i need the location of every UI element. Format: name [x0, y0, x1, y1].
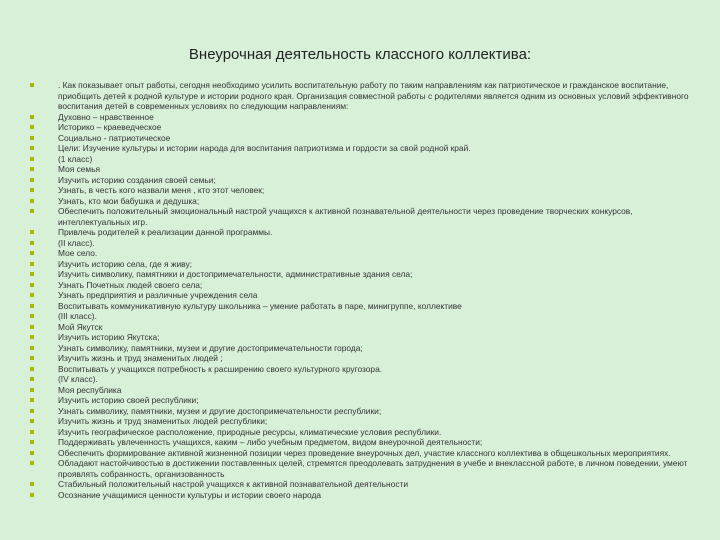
list-item-text: Привлечь родителей к реализации данной программы.	[58, 227, 273, 237]
square-bullet-icon	[30, 461, 34, 465]
list-item	[30, 332, 706, 343]
square-bullet-icon	[30, 146, 34, 150]
list-item-text: Мое село.	[58, 248, 98, 258]
list-item	[30, 259, 706, 270]
list-item-text: Узнать, в честь кого назвали меня , кто этот человек;	[58, 185, 265, 195]
list-item-text: Воспитывать у учащихся потребность к расширению своего культурного кругозора.	[58, 363, 383, 374]
list-item	[30, 185, 706, 196]
list-item-text: Моя республика	[58, 384, 122, 395]
list-item-text: . Как показывает опыт работы, сегодня необходимо усилить воспитательную работу по таким направлениям как патриотическое и гражданское воспитание, приобщить детей к родной культуре и истории родного края. Организация совместной работы с родителями является одним из основных условий эффективного воспитания детей в современных условиях по следующим направлениям:	[58, 80, 689, 111]
list-item	[30, 490, 706, 501]
square-bullet-icon	[30, 430, 34, 434]
list-item-text: Узнать символику, памятники, музеи и другие достопримечательности города;	[58, 342, 363, 353]
list-item	[30, 269, 706, 280]
slide-title: Внеурочная деятельность классного коллектива:	[188, 46, 532, 63]
square-bullet-icon	[30, 440, 34, 444]
list-item-text: Узнать Почетных людей своего села;	[58, 279, 203, 290]
list-item	[30, 80, 706, 112]
square-bullet-icon	[30, 293, 34, 297]
list-item	[30, 353, 706, 364]
list-item-text: Изучить географическое расположение, природные ресурсы, климатические условия республики.	[58, 426, 442, 437]
list-item	[30, 248, 706, 259]
list-item-text: Изучить историю своей республики;	[58, 395, 199, 405]
list-item	[30, 143, 706, 154]
list-item-text: Узнать, кто мои бабушка и дедушка;	[58, 195, 200, 206]
list-item-text: Духовно – нравственное	[58, 111, 154, 122]
square-bullet-icon	[30, 125, 34, 129]
list-item-text: Изучить историю села, где я живу;	[58, 258, 192, 269]
square-bullet-icon	[30, 178, 34, 182]
list-item-text: Обеспечить формирование активной жизненной позиции через проведение внеурочных дел, участие классного коллектива в общешкольных мероприятиях.	[58, 447, 671, 458]
square-bullet-icon	[30, 304, 34, 308]
square-bullet-icon	[30, 83, 34, 87]
bullet-list	[30, 80, 706, 500]
list-item-text: Изучить жизнь и труд знаменитых людей республики;	[58, 416, 268, 426]
square-bullet-icon	[30, 230, 34, 234]
list-item	[30, 164, 706, 175]
square-bullet-icon	[30, 482, 34, 486]
list-item	[30, 322, 706, 333]
list-item	[30, 416, 706, 427]
list-item-text: Изучить историю Якутска;	[58, 332, 160, 342]
square-bullet-icon	[30, 398, 34, 402]
list-item-text: Обеспечить положительный эмоциональный настрой учащихся к активной познавательной деятельности через проведение творческих конкурсов, интеллектуальных игр.	[58, 206, 633, 227]
list-item	[30, 154, 706, 165]
list-item	[30, 238, 706, 249]
list-item-text: Осознание учащимися ценности культуры и истории своего народа	[58, 489, 321, 500]
list-item	[30, 175, 706, 186]
list-item-text: Историко – краеведческое	[58, 122, 162, 132]
list-item	[30, 311, 706, 322]
square-bullet-icon	[30, 325, 34, 329]
square-bullet-icon	[30, 377, 34, 381]
list-item	[30, 395, 706, 406]
list-item-text: Узнать символику, памятники, музеи и другие достопримечательности республики;	[58, 405, 382, 416]
square-bullet-icon	[30, 356, 34, 360]
list-item	[30, 364, 706, 375]
list-item	[30, 458, 706, 479]
square-bullet-icon	[30, 188, 34, 192]
square-bullet-icon	[30, 409, 34, 413]
square-bullet-icon	[30, 115, 34, 119]
list-item-text: Изучить историю создания своей семьи;	[58, 174, 216, 185]
list-item	[30, 122, 706, 133]
square-bullet-icon	[30, 451, 34, 455]
square-bullet-icon	[30, 241, 34, 245]
list-item	[30, 406, 706, 417]
list-item-text: Воспитывать коммуникативную культуру школьника – умение работать в паре, минигруппе, коллективе	[58, 300, 462, 311]
list-item	[30, 385, 706, 396]
list-item-text: Обладают настойчивостью в достижении поставленных целей, стремятся преодолевать затруднения в учебе и внеклассной работе, в личном поведении, умеют проявлять собранность, организованность	[58, 458, 688, 479]
list-item-text: Социально - патриотическое	[58, 132, 171, 143]
list-item	[30, 112, 706, 123]
list-item-text: Узнать предприятия и различные учреждения села	[58, 290, 258, 300]
square-bullet-icon	[30, 419, 34, 423]
list-item	[30, 343, 706, 354]
list-item-text: (1 класс)	[58, 153, 93, 164]
square-bullet-icon	[30, 251, 34, 255]
list-item	[30, 280, 706, 291]
list-item	[30, 227, 706, 238]
list-item	[30, 290, 706, 301]
square-bullet-icon	[30, 262, 34, 266]
list-item-text: (III класс).	[58, 311, 97, 321]
list-item-text: Изучить жизнь и труд знаменитых людей ;	[58, 353, 223, 363]
list-item	[30, 301, 706, 312]
list-item	[30, 437, 706, 448]
square-bullet-icon	[30, 157, 34, 161]
square-bullet-icon	[30, 388, 34, 392]
square-bullet-icon	[30, 199, 34, 203]
list-item	[30, 133, 706, 144]
list-item-text: Моя семья	[58, 164, 101, 174]
square-bullet-icon	[30, 346, 34, 350]
square-bullet-icon	[30, 314, 34, 318]
list-item-text: Мой Якутск	[58, 321, 103, 332]
list-item	[30, 206, 706, 227]
square-bullet-icon	[30, 367, 34, 371]
list-item-text: Стабильный положительный настрой учащихся к активной познавательной деятельности	[58, 479, 409, 489]
list-item	[30, 374, 706, 385]
list-item	[30, 479, 706, 490]
list-item-text: (II класс).	[58, 237, 95, 248]
square-bullet-icon	[30, 209, 34, 213]
list-item-text: (IV класс).	[58, 374, 98, 384]
square-bullet-icon	[30, 335, 34, 339]
square-bullet-icon	[30, 283, 34, 287]
list-item-text: Цели: Изучение культуры и истории народа для воспитания патриотизма и гордости за свой родной край.	[58, 143, 471, 153]
list-item	[30, 448, 706, 459]
square-bullet-icon	[30, 272, 34, 276]
list-item-text: Изучить символику, памятники и достопримечательности, административные здания села;	[58, 269, 413, 279]
square-bullet-icon	[30, 136, 34, 140]
square-bullet-icon	[30, 493, 34, 497]
list-item-text: Поддерживать увлеченность учащихся, каким – либо учебным предметом, видом внеурочной деятельности;	[58, 437, 483, 447]
square-bullet-icon	[30, 167, 34, 171]
list-item	[30, 427, 706, 438]
list-item	[30, 196, 706, 207]
